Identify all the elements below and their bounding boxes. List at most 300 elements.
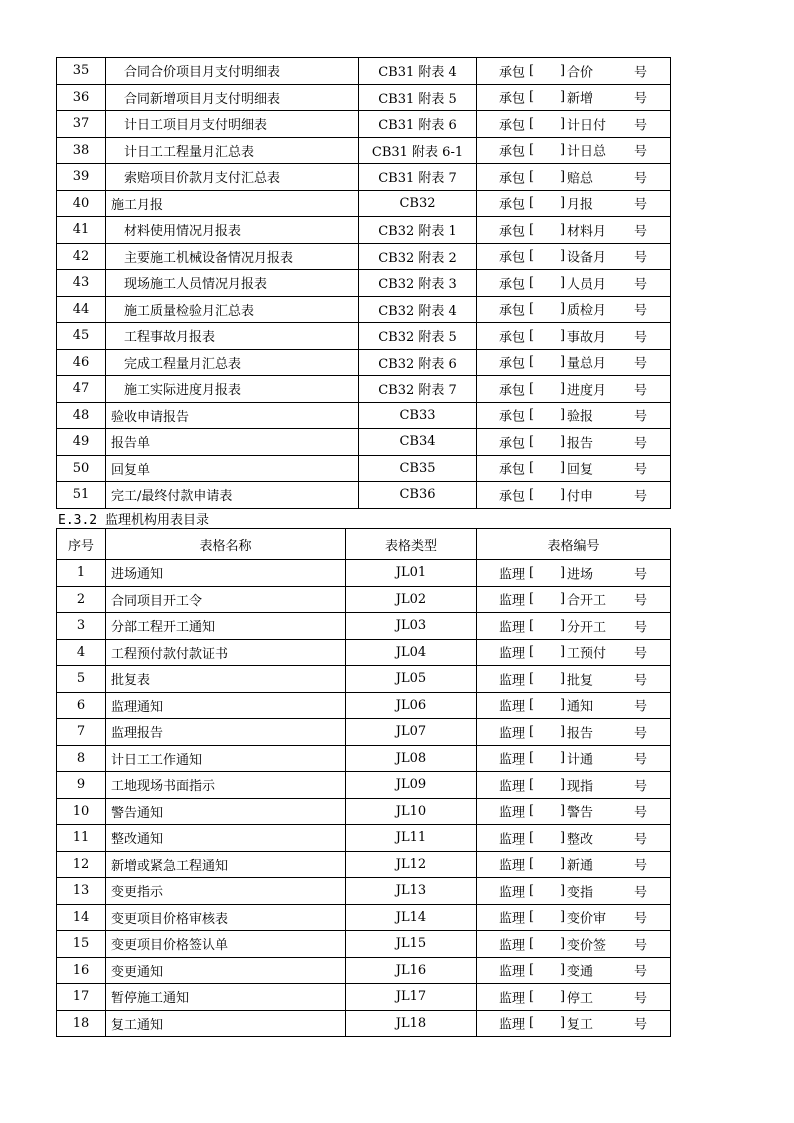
form-code: [477, 217, 671, 244]
code-prefix: 监理: [499, 593, 526, 609]
code-suffix: 分开工: [567, 620, 607, 636]
row-number: 36: [57, 84, 106, 111]
form-type: CB32 附表 4: [359, 296, 477, 323]
form-type: JL17: [346, 984, 477, 1011]
table-row: [57, 349, 671, 376]
code-number-label: 号: [634, 699, 648, 715]
form-type: CB32 附表 3: [359, 270, 477, 297]
code-number-label: 号: [634, 938, 648, 954]
code-suffix: 回复: [567, 462, 594, 478]
row-number: 3: [57, 613, 106, 640]
code-suffix: 停工: [567, 991, 594, 1007]
form-code: [477, 931, 671, 958]
code-bracket-close: ]: [560, 644, 566, 660]
code-number-label: 号: [634, 330, 648, 346]
form-name: 验收申请报告: [106, 402, 359, 429]
row-number: 12: [57, 851, 106, 878]
form-name: 分部工程开工通知: [106, 613, 346, 640]
code-bracket-open: [: [529, 301, 535, 317]
table-row: [57, 429, 671, 456]
code-prefix: 承包: [499, 277, 526, 293]
row-number: 17: [57, 984, 106, 1011]
table-row: [57, 666, 671, 693]
code-prefix: 监理: [499, 620, 526, 636]
form-name: 变更项目价格审核表: [106, 904, 346, 931]
form-type: CB31 附表 4: [359, 58, 477, 85]
form-name: 合同合价项目月支付明细表: [106, 58, 359, 85]
code-bracket-open: [: [529, 248, 535, 264]
code-bracket-close: ]: [560, 909, 566, 925]
form-code: [477, 560, 671, 587]
code-bracket-open: [: [529, 671, 535, 687]
row-number: 37: [57, 111, 106, 138]
form-name: 计日工项目月支付明细表: [106, 111, 359, 138]
code-bracket-close: ]: [560, 671, 566, 687]
code-bracket-open: [: [529, 116, 535, 132]
row-number: 10: [57, 798, 106, 825]
code-suffix: 变通: [567, 964, 594, 980]
form-name: 计日工工程量月汇总表: [106, 137, 359, 164]
code-bracket-open: [: [529, 63, 535, 79]
table-row: [57, 243, 671, 270]
form-type: JL12: [346, 851, 477, 878]
header-type: 表格类型: [346, 529, 477, 560]
code-number-label: 号: [634, 620, 648, 636]
form-type: JL03: [346, 613, 477, 640]
form-type: CB32 附表 5: [359, 323, 477, 350]
section-heading: [58, 509, 209, 528]
row-number: 45: [57, 323, 106, 350]
code-bracket-close: ]: [560, 936, 566, 952]
code-number-label: 号: [634, 911, 648, 927]
code-prefix: 监理: [499, 832, 526, 848]
code-bracket-close: ]: [560, 989, 566, 1005]
code-bracket-open: [: [529, 565, 535, 581]
code-prefix: 监理: [499, 699, 526, 715]
row-number: 38: [57, 137, 106, 164]
code-bracket-open: [: [529, 936, 535, 952]
form-name: 新增或紧急工程通知: [106, 851, 346, 878]
supervision-forms-table-body: [57, 560, 671, 1037]
form-code: [477, 402, 671, 429]
form-code: [477, 957, 671, 984]
form-type: CB32 附表 6: [359, 349, 477, 376]
code-number-label: 号: [634, 805, 648, 821]
code-bracket-open: [: [529, 222, 535, 238]
form-type: CB31 附表 6: [359, 111, 477, 138]
form-name: 复工通知: [106, 1010, 346, 1037]
code-suffix: 人员月: [567, 277, 607, 293]
form-type: CB31 附表 6-1: [359, 137, 477, 164]
code-bracket-open: [: [529, 407, 535, 423]
code-bracket-open: [: [529, 354, 535, 370]
code-bracket-close: ]: [560, 116, 566, 132]
form-name: 工程事故月报表: [106, 323, 359, 350]
row-number: 1: [57, 560, 106, 587]
code-bracket-open: [: [529, 883, 535, 899]
table-row: [57, 217, 671, 244]
form-type: JL18: [346, 1010, 477, 1037]
form-code: [477, 429, 671, 456]
form-code: [477, 58, 671, 85]
row-number: 42: [57, 243, 106, 270]
code-bracket-open: [: [529, 195, 535, 211]
code-suffix: 付申: [567, 489, 594, 505]
code-prefix: 监理: [499, 673, 526, 689]
code-suffix: 事故月: [567, 330, 607, 346]
code-bracket-open: [: [529, 644, 535, 660]
contractor-forms-table: [56, 57, 671, 509]
code-number-label: 号: [634, 726, 648, 742]
code-suffix: 复工: [567, 1017, 594, 1033]
form-name: 计日工工作通知: [106, 745, 346, 772]
code-bracket-open: [: [529, 856, 535, 872]
code-number-label: 号: [634, 65, 648, 81]
form-code: [477, 482, 671, 509]
row-number: 41: [57, 217, 106, 244]
form-type: CB31 附表 7: [359, 164, 477, 191]
form-name: 施工质量检验月汇总表: [106, 296, 359, 323]
table-row: [57, 904, 671, 931]
table-row: [57, 586, 671, 613]
form-type: CB32 附表 1: [359, 217, 477, 244]
form-type: JL10: [346, 798, 477, 825]
code-bracket-open: [: [529, 909, 535, 925]
code-bracket-close: ]: [560, 962, 566, 978]
code-prefix: 监理: [499, 567, 526, 583]
form-name: 变更通知: [106, 957, 346, 984]
code-suffix: 工预付: [567, 646, 607, 662]
code-number-label: 号: [634, 356, 648, 372]
code-bracket-close: ]: [560, 301, 566, 317]
table-row: [57, 878, 671, 905]
form-name: 变更项目价格签认单: [106, 931, 346, 958]
form-type: CB35: [359, 455, 477, 482]
code-bracket-close: ]: [560, 222, 566, 238]
code-suffix: 计通: [567, 752, 594, 768]
code-suffix: 月报: [567, 197, 594, 213]
code-prefix: 承包: [499, 330, 526, 346]
code-bracket-open: [: [529, 1015, 535, 1031]
code-prefix: 承包: [499, 489, 526, 505]
table-row: [57, 137, 671, 164]
form-type: JL08: [346, 745, 477, 772]
code-prefix: 承包: [499, 303, 526, 319]
code-bracket-close: ]: [560, 407, 566, 423]
table-row: [57, 613, 671, 640]
code-suffix: 变指: [567, 885, 594, 901]
code-prefix: 承包: [499, 383, 526, 399]
form-name: 工地现场书面指示: [106, 772, 346, 799]
code-number-label: 号: [634, 673, 648, 689]
form-code: [477, 190, 671, 217]
row-number: 39: [57, 164, 106, 191]
form-type: JL05: [346, 666, 477, 693]
row-number: 5: [57, 666, 106, 693]
form-code: [477, 639, 671, 666]
code-prefix: 承包: [499, 436, 526, 452]
contractor-forms-table-body: [57, 58, 671, 509]
code-bracket-open: [: [529, 89, 535, 105]
code-bracket-close: ]: [560, 381, 566, 397]
code-number-label: 号: [634, 118, 648, 134]
code-number-label: 号: [634, 752, 648, 768]
header-code: 表格编号: [477, 529, 671, 560]
code-suffix: 变价审: [567, 911, 607, 927]
code-bracket-open: [: [529, 962, 535, 978]
code-bracket-close: ]: [560, 248, 566, 264]
code-bracket-open: [: [529, 618, 535, 634]
form-name: 完成工程量月汇总表: [106, 349, 359, 376]
code-suffix: 计日付: [567, 118, 607, 134]
form-code: [477, 455, 671, 482]
form-type: JL02: [346, 586, 477, 613]
code-suffix: 变价签: [567, 938, 607, 954]
form-name: 材料使用情况月报表: [106, 217, 359, 244]
form-code: [477, 586, 671, 613]
row-number: 4: [57, 639, 106, 666]
code-bracket-open: [: [529, 724, 535, 740]
table-row: [57, 560, 671, 587]
form-name: 批复表: [106, 666, 346, 693]
form-code: [477, 1010, 671, 1037]
code-number-label: 号: [634, 964, 648, 980]
form-type: CB32 附表 2: [359, 243, 477, 270]
code-prefix: 监理: [499, 938, 526, 954]
code-bracket-close: ]: [560, 487, 566, 503]
form-name: 回复单: [106, 455, 359, 482]
row-number: 6: [57, 692, 106, 719]
code-bracket-close: ]: [560, 89, 566, 105]
code-bracket-open: [: [529, 697, 535, 713]
form-name: 监理报告: [106, 719, 346, 746]
form-name: 整改通知: [106, 825, 346, 852]
form-type: CB34: [359, 429, 477, 456]
form-code: [477, 904, 671, 931]
code-bracket-open: [: [529, 750, 535, 766]
code-suffix: 新增: [567, 91, 594, 107]
row-number: 44: [57, 296, 106, 323]
row-number: 48: [57, 402, 106, 429]
form-type: CB36: [359, 482, 477, 509]
form-type: CB32: [359, 190, 477, 217]
form-name: 合同项目开工令: [106, 586, 346, 613]
code-prefix: 承包: [499, 462, 526, 478]
code-prefix: 承包: [499, 118, 526, 134]
form-name: 施工实际进度月报表: [106, 376, 359, 403]
code-prefix: 承包: [499, 171, 526, 187]
code-prefix: 监理: [499, 726, 526, 742]
table-row: [57, 957, 671, 984]
table-row: [57, 111, 671, 138]
code-bracket-close: ]: [560, 803, 566, 819]
table-row: [57, 798, 671, 825]
code-number-label: 号: [634, 383, 648, 399]
code-bracket-close: ]: [560, 434, 566, 450]
row-number: 15: [57, 931, 106, 958]
code-suffix: 验报: [567, 409, 594, 425]
code-bracket-close: ]: [560, 195, 566, 211]
code-number-label: 号: [634, 567, 648, 583]
row-number: 35: [57, 58, 106, 85]
table-row: [57, 825, 671, 852]
code-number-label: 号: [634, 991, 648, 1007]
code-suffix: 警告: [567, 805, 594, 821]
form-code: [477, 349, 671, 376]
code-bracket-close: ]: [560, 275, 566, 291]
code-bracket-open: [: [529, 803, 535, 819]
code-suffix: 合开工: [567, 593, 607, 609]
form-code: [477, 692, 671, 719]
section-title: 监理机构用表目录: [104, 513, 209, 528]
table-row: [57, 639, 671, 666]
code-bracket-close: ]: [560, 63, 566, 79]
table-row: [57, 376, 671, 403]
form-name: 进场通知: [106, 560, 346, 587]
form-code: [477, 772, 671, 799]
code-suffix: 报告: [567, 726, 594, 742]
code-suffix: 赔总: [567, 171, 594, 187]
code-number-label: 号: [634, 646, 648, 662]
form-type: JL01: [346, 560, 477, 587]
row-number: 14: [57, 904, 106, 931]
row-number: 8: [57, 745, 106, 772]
code-number-label: 号: [634, 489, 648, 505]
code-bracket-close: ]: [560, 169, 566, 185]
code-bracket-open: [: [529, 381, 535, 397]
form-code: [477, 825, 671, 852]
form-type: JL06: [346, 692, 477, 719]
code-prefix: 监理: [499, 885, 526, 901]
form-name: 警告通知: [106, 798, 346, 825]
form-name: 施工月报: [106, 190, 359, 217]
form-name: 完工/最终付款申请表: [106, 482, 359, 509]
form-code: [477, 137, 671, 164]
code-bracket-close: ]: [560, 750, 566, 766]
code-number-label: 号: [634, 277, 648, 293]
code-suffix: 合价: [567, 65, 594, 81]
section-number: E.3.2: [58, 513, 98, 528]
code-bracket-open: [: [529, 142, 535, 158]
row-number: 9: [57, 772, 106, 799]
table-row: [57, 402, 671, 429]
code-prefix: 监理: [499, 805, 526, 821]
code-number-label: 号: [634, 224, 648, 240]
form-name: 现场施工人员情况月报表: [106, 270, 359, 297]
row-number: 7: [57, 719, 106, 746]
code-bracket-close: ]: [560, 830, 566, 846]
code-bracket-close: ]: [560, 618, 566, 634]
code-suffix: 进场: [567, 567, 594, 583]
table-row: [57, 270, 671, 297]
code-bracket-close: ]: [560, 565, 566, 581]
code-number-label: 号: [634, 885, 648, 901]
form-code: [477, 376, 671, 403]
row-number: 50: [57, 455, 106, 482]
form-type: JL11: [346, 825, 477, 852]
table-row: [57, 772, 671, 799]
code-bracket-close: ]: [560, 777, 566, 793]
form-code: [477, 878, 671, 905]
row-number: 11: [57, 825, 106, 852]
code-suffix: 整改: [567, 832, 594, 848]
header-name: 表格名称: [106, 529, 346, 560]
row-number: 46: [57, 349, 106, 376]
code-bracket-close: ]: [560, 328, 566, 344]
form-code: [477, 243, 671, 270]
form-code: [477, 719, 671, 746]
form-type: JL04: [346, 639, 477, 666]
code-number-label: 号: [634, 1017, 648, 1033]
form-name: 监理通知: [106, 692, 346, 719]
code-suffix: 现指: [567, 779, 594, 795]
code-number-label: 号: [634, 91, 648, 107]
form-name: 变更指示: [106, 878, 346, 905]
code-bracket-close: ]: [560, 697, 566, 713]
form-code: [477, 613, 671, 640]
code-suffix: 新通: [567, 858, 594, 874]
code-bracket-open: [: [529, 169, 535, 185]
code-bracket-open: [: [529, 777, 535, 793]
form-type: CB31 附表 5: [359, 84, 477, 111]
code-prefix: 监理: [499, 646, 526, 662]
form-name: 合同新增项目月支付明细表: [106, 84, 359, 111]
row-number: 43: [57, 270, 106, 297]
table-row: [57, 455, 671, 482]
code-number-label: 号: [634, 779, 648, 795]
code-bracket-close: ]: [560, 883, 566, 899]
code-bracket-close: ]: [560, 1015, 566, 1031]
code-number-label: 号: [634, 197, 648, 213]
code-bracket-close: ]: [560, 724, 566, 740]
row-number: 49: [57, 429, 106, 456]
code-number-label: 号: [634, 462, 648, 478]
form-code: [477, 270, 671, 297]
table-row: [57, 984, 671, 1011]
code-suffix: 设备月: [567, 250, 607, 266]
form-code: [477, 84, 671, 111]
code-bracket-open: [: [529, 487, 535, 503]
form-name: 工程预付款付款证书: [106, 639, 346, 666]
code-prefix: 监理: [499, 779, 526, 795]
code-suffix: 通知: [567, 699, 594, 715]
code-bracket-close: ]: [560, 460, 566, 476]
code-number-label: 号: [634, 832, 648, 848]
form-code: [477, 851, 671, 878]
code-prefix: 监理: [499, 964, 526, 980]
table-row: [57, 692, 671, 719]
code-prefix: 承包: [499, 91, 526, 107]
row-number: 18: [57, 1010, 106, 1037]
code-bracket-close: ]: [560, 354, 566, 370]
code-bracket-open: [: [529, 275, 535, 291]
header-num: 序号: [57, 529, 106, 560]
code-bracket-open: [: [529, 989, 535, 1005]
table-row: [57, 164, 671, 191]
code-bracket-close: ]: [560, 142, 566, 158]
code-bracket-open: [: [529, 328, 535, 344]
form-code: [477, 745, 671, 772]
table-row: [57, 296, 671, 323]
code-prefix: 承包: [499, 250, 526, 266]
row-number: 47: [57, 376, 106, 403]
code-prefix: 监理: [499, 858, 526, 874]
form-type: JL13: [346, 878, 477, 905]
code-suffix: 质检月: [567, 303, 607, 319]
form-type: CB33: [359, 402, 477, 429]
code-suffix: 报告: [567, 436, 594, 452]
form-name: 索赔项目价款月支付汇总表: [106, 164, 359, 191]
